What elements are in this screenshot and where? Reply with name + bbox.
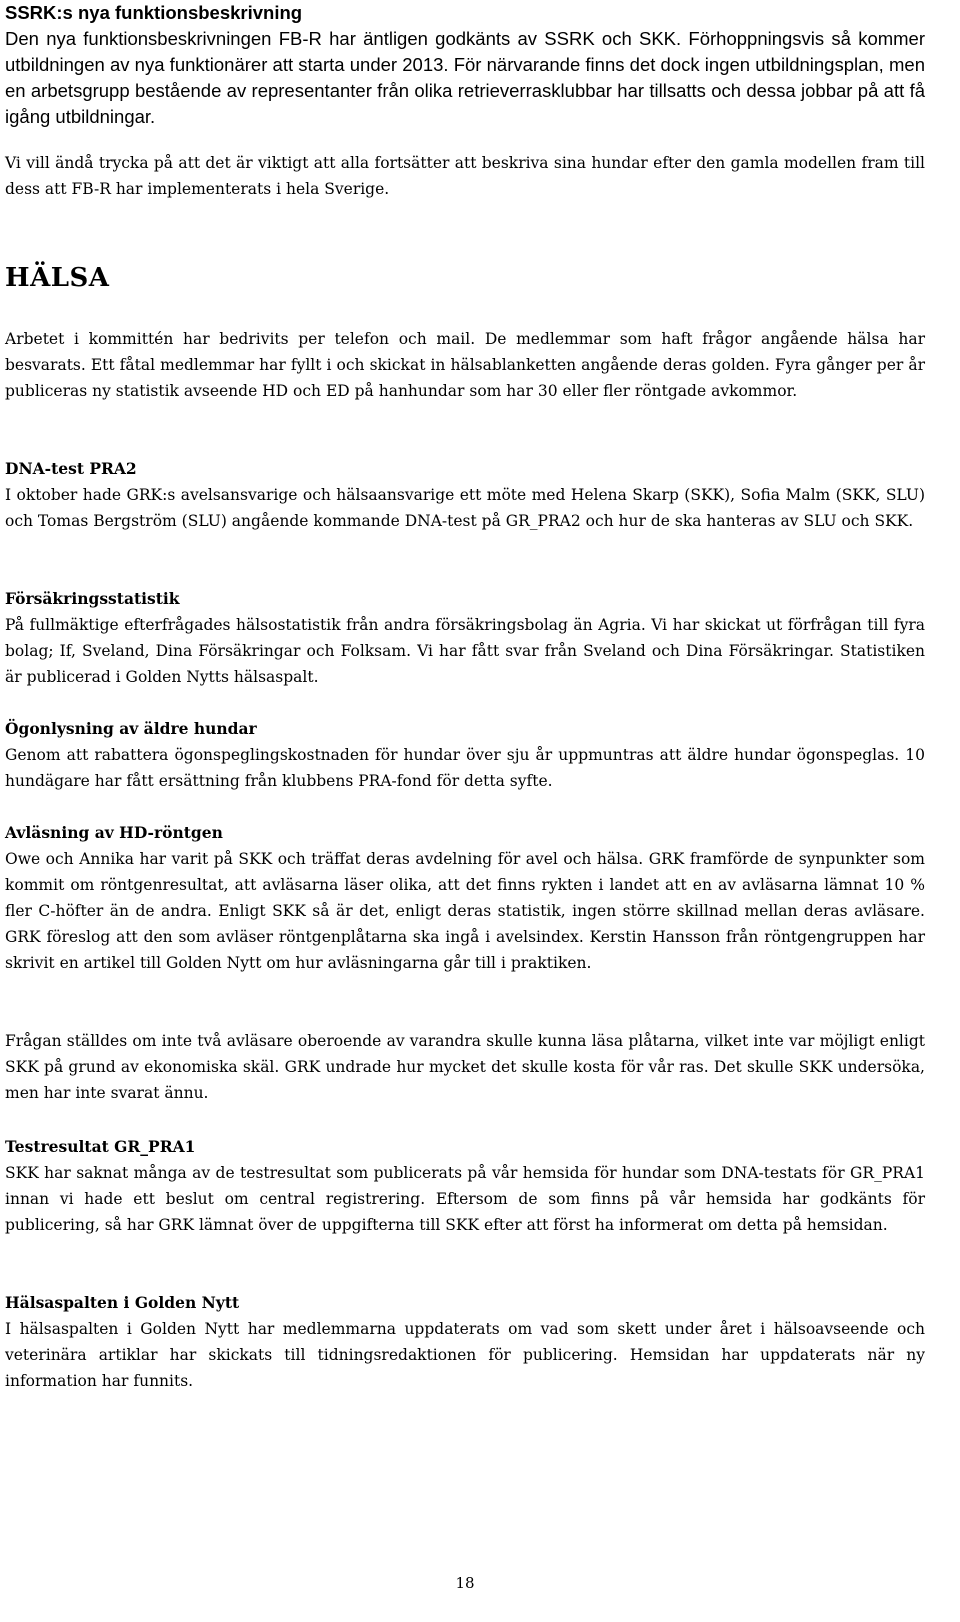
page-number: 18 — [455, 1574, 475, 1592]
subsection-test-results — [5, 1134, 925, 1238]
intro-paragraph: Den nya funktionsbeskrivningen FB-R har äntligen godkänts av SSRK och SKK. Förhoppningsvis så kommer utbildningen av nya funktionärer att starta under 2013. För närvarande finns det dock ingen utbildningsplan, men en arbetsgrupp bestående av representanter från olika retrieverrasklubbar har tillsatts och dessa jobbar på att få igång utbildningar. — [5, 28, 925, 127]
subsection-hd-xray — [5, 820, 925, 976]
subsection-paragraph: SKK har saknat många av de testresultat som publicerats på vår hemsida för hundar som DNA-testats för GR_PRA1 innan vi hade ett beslut om central registrering. Eftersom de som finns på vår hemsida har godkänts för publicering, så har GRK lämnat över de uppgifterna till SKK efter att först ha informerat om detta på hemsidan. — [5, 1164, 925, 1234]
subsection-paragraph: På fullmäktige efterfrågades hälsostatistik från andra försäkringsbolag än Agria. Vi har skickat ut förfrågan till fyra bolag; If, Sveland, Dina Försäkringar och Folksam. Vi har fått svar från Sveland och Dina Försäkringar. Statistiken är publicerad i Golden Nytts hälsaspalt. — [5, 616, 925, 686]
subsection-dna-test — [5, 456, 925, 534]
halsa-paragraph: Arbetet i kommittén har bedrivits per telefon och mail. De medlemmar som haft frågor angående hälsa har besvarats. Ett fåtal medlemmar har fyllt i och skickat in hälsablanketten angående deras golden. Fyra gånger per år publiceras ny statistik avseende HD och ED på hanhundar som har 30 eller fler röntgade avkommor. — [5, 330, 925, 400]
subsection-heading: Hälsaspalten i Golden Nytt — [5, 1293, 240, 1312]
subsection-paragraph: Owe och Annika har varit på SKK och träffat deras avdelning för avel och hälsa. GRK framförde de synpunkter som kommit om röntgenresultat, att avläsarna läser olika, att det finns rykten i landet att en av avläsarna lämnat 10 % fler C-höfter än de andra. Enligt SKK så är det, enligt deras statistik, ingen större skillnad mellan deras avläsare. GRK föreslog att den som avläser röntgenplåtarna ska ingå i avelsindex. Kerstin Hansson från röntgengruppen har skrivit en artikel till Golden Nytt om hur avläsningarna går till i praktiken. — [5, 850, 925, 972]
subsection-heading: Testresultat GR_PRA1 — [5, 1137, 196, 1156]
subsection-paragraph: Genom att rabattera ögonspeglingskostnaden för hundar över sju år uppmuntras att äldre hundar ögonspeglas. 10 hundägare har fått ersättning från klubbens PRA-fond för detta syfte. — [5, 746, 925, 790]
subsection-heading: Avläsning av HD-röntgen — [5, 823, 223, 842]
subsection-hd-xray-continued — [5, 1028, 925, 1106]
subsection-heading: DNA-test PRA2 — [5, 459, 137, 478]
intro-heading: SSRK:s nya funktionsbeskrivning — [5, 2, 303, 23]
subsection-paragraph: I hälsaspalten i Golden Nytt har medlemmarna uppdaterats om vad som skett under året i hälsoavseende och veterinära artiklar har skickats till tidningsredaktionen för publicering. Hemsidan har uppdaterats när ny information har funnits. — [5, 1320, 925, 1390]
section-title-halsa: HÄLSA — [5, 263, 110, 293]
subsection-paragraph: I oktober hade GRK:s avelsansvarige och hälsaansvarige ett möte med Helena Skarp (SKK), Sofia Malm (SKK, SLU) och Tomas Bergström (SLU) angående kommande DNA-test på GR_PRA2 och hur de ska hanteras av SLU och SKK. — [5, 486, 925, 530]
intro-note-section — [5, 150, 925, 202]
subsection-heading: Försäkringsstatistik — [5, 589, 180, 608]
subsection-insurance-stats — [5, 586, 925, 690]
subsection-eye-exam — [5, 716, 925, 794]
halsa-body — [5, 326, 925, 404]
intro-note-paragraph: Vi vill ändå trycka på att det är viktigt att alla fortsätter att beskriva sina hundar efter den gamla modellen fram till dess att FB-R har implementerats i hela Sverige. — [5, 154, 925, 198]
subsection-paragraph: Frågan ställdes om inte två avläsare oberoende av varandra skulle kunna läsa plåtarna, vilket inte var möjligt enligt SKK på grund av ekonomiska skäl. GRK undrade hur mycket det skulle kosta för vår ras. Det skulle SKK undersöka, men har inte svarat ännu. — [5, 1032, 925, 1102]
subsection-heading: Ögonlysning av äldre hundar — [5, 719, 257, 738]
subsection-health-column — [5, 1290, 925, 1394]
halsa-section — [5, 262, 925, 294]
intro-section — [5, 0, 925, 130]
